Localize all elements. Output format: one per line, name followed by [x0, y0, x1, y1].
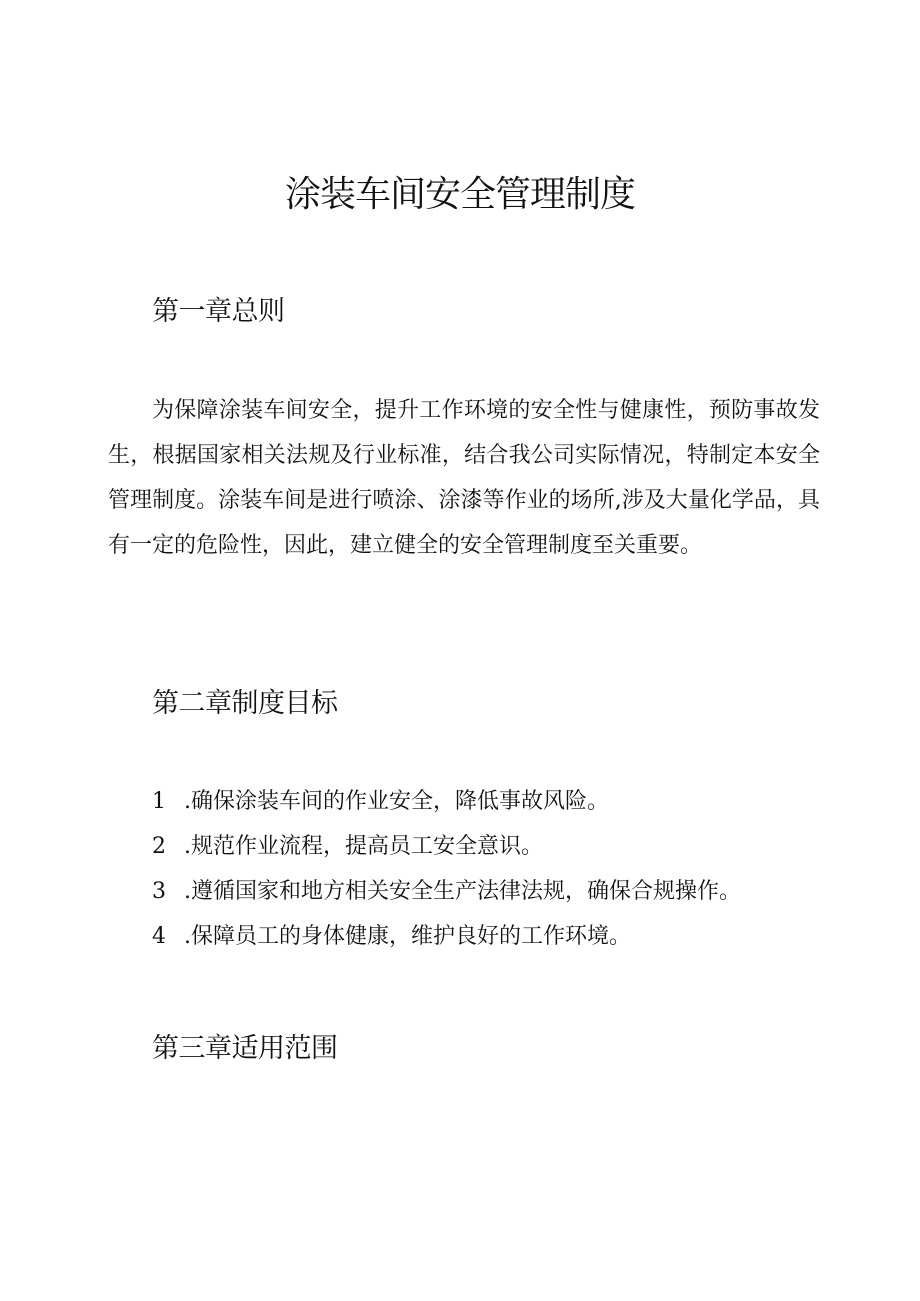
list-item: [152, 824, 832, 869]
list-item: [152, 914, 832, 959]
list-item: [152, 779, 832, 824]
document-title: 涂装车间安全管理制度: [284, 174, 635, 215]
list-item-text: .保障员工的身体健康，维护良好的工作环境。: [184, 924, 631, 949]
list-item: [152, 869, 832, 914]
chapter-heading-general: 第一章总则: [152, 296, 285, 327]
intro-paragraph: 为保障涂装车间安全，提升工作环境的安全性与健康性，预防事故发生，根据国家相关法规及行业标准，结合我公司实际情况，特制定本安全管理制度。涂装车间是进行喷涂、涂漆等作业的场所,涉及大量化学品，具有一定的危险性，因此，建立健全的安全管理制度至关重要。: [108, 398, 820, 558]
list-item-text: .确保涂装车间的作业安全，降低事故风险。: [184, 789, 609, 814]
chapter-heading-scope: 第三章适用范围: [152, 1033, 338, 1064]
list-item-number: 3: [152, 879, 166, 904]
list-item-number: 2: [152, 834, 166, 859]
list-item-text: .规范作业流程，提高员工安全意识。: [184, 834, 543, 859]
goal-list: [152, 779, 832, 959]
list-item-text: .遵循国家和地方相关安全生产法律法规，确保合规操作。: [184, 879, 741, 904]
chapter-heading-goals: 第二章制度目标: [152, 688, 338, 719]
list-item-number: 1: [152, 789, 166, 814]
list-item-number: 4: [152, 924, 166, 949]
